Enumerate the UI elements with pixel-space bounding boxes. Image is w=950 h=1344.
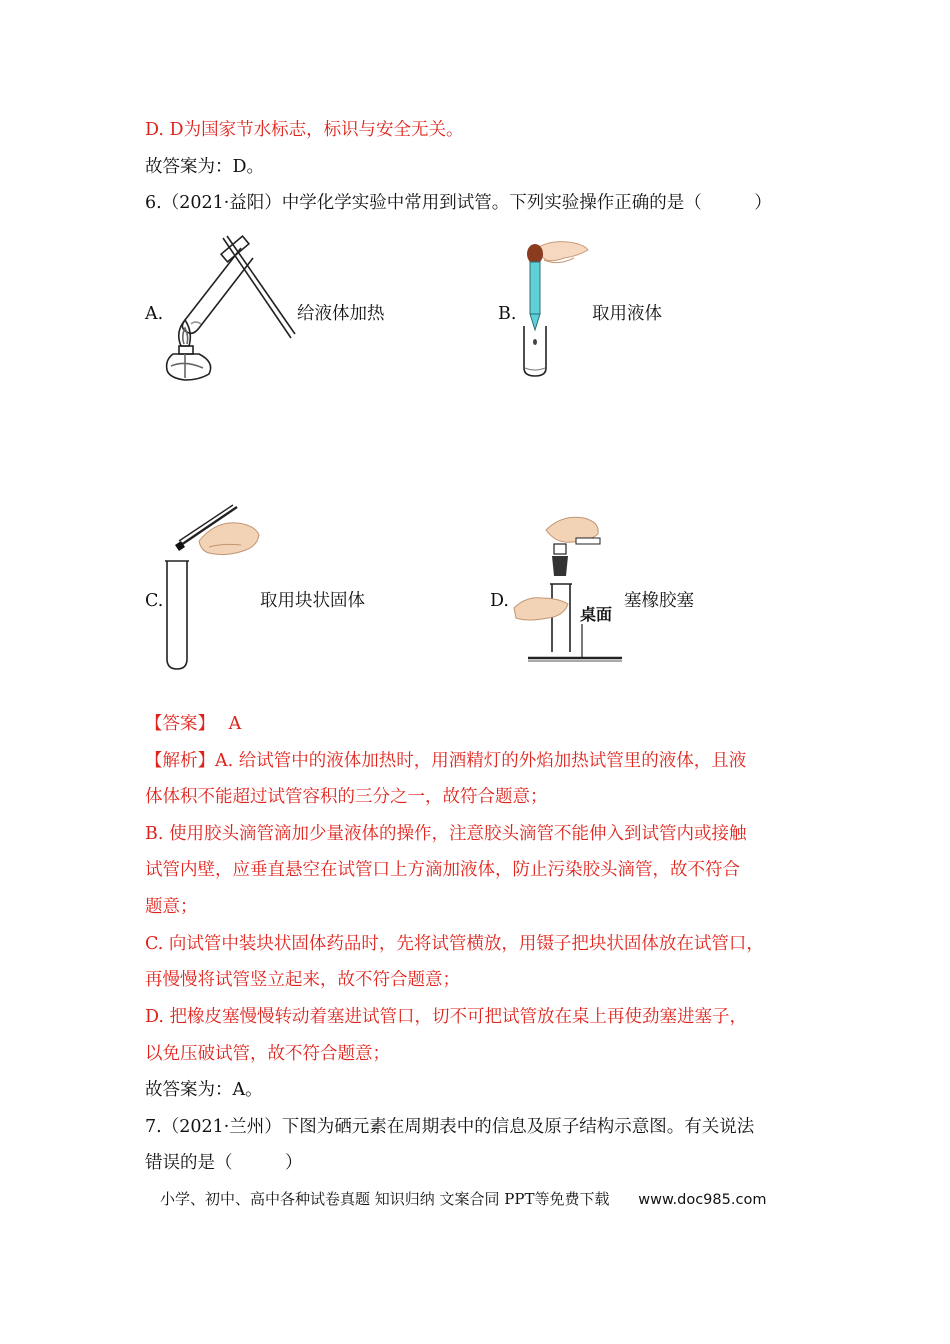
analysis-line-6: C. 向试管中装块状固体药品时，先将试管横放，用镊子把块状固体放在试管口， [145, 934, 764, 954]
option-a-letter: A. [145, 304, 164, 324]
analysis-line-7: 再慢慢将试管竖立起来，故不符合题意； [145, 970, 460, 990]
analysis-line-5: 题意； [145, 897, 198, 917]
option-c-letter: C. [145, 591, 164, 611]
analysis-line-2: 体体积不能超过试管容积的三分之一，故符合题意； [145, 787, 548, 807]
prev-option-d: D. D为国家节水标志，标识与安全无关。 [145, 120, 464, 140]
desk-label: 桌面 [580, 605, 613, 624]
option-c-caption: 取用块状固体 [260, 591, 365, 611]
dropper-illustration [518, 236, 593, 378]
stopper-illustration [512, 512, 624, 662]
analysis-label: 【解析】 [145, 751, 215, 771]
q6-stem: 6.（2021·益阳）中学化学实验中常用到试管。下列实验操作正确的是（ ） [145, 193, 772, 213]
option-d-caption: 塞橡胶塞 [624, 591, 694, 611]
q6-conclusion: 故答案为：A。 [145, 1080, 263, 1100]
footer-url[interactable]: www.doc985.com [638, 1192, 767, 1208]
analysis-line-8: D. 把橡皮塞慢慢转动着塞进试管口，切不可把试管放在桌上再使劲塞进塞子， [145, 1007, 748, 1027]
footer-text: 小学、初中、高中各种试卷真题 知识归纳 文案合同 PPT等免费下载 [160, 1190, 610, 1208]
analysis-line-3: B. 使用胶头滴管滴加少量液体的操作，注意胶头滴管不能伸入到试管内或接触 [145, 824, 747, 844]
heating-test-tube-illustration [163, 228, 298, 383]
analysis-line-4: 试管内壁，应垂直悬空在试管口上方滴加液体，防止污染胶头滴管，故不符合 [145, 860, 740, 880]
q7-stem-line-1: 7.（2021·兰州）下图为硒元素在周期表中的信息及原子结构示意图。有关说法 [145, 1117, 755, 1137]
analysis-line-9: 以免压破试管，故不符合题意； [145, 1044, 390, 1064]
tweezers-illustration [163, 503, 263, 671]
answer-value: A [228, 714, 242, 734]
option-d-letter: D. [490, 591, 509, 611]
answer-line [145, 712, 241, 736]
analysis-line-1 [145, 749, 746, 773]
option-a-caption: 给液体加热 [297, 304, 385, 324]
answer-label: 【答案】 [145, 714, 215, 734]
option-b-letter: B. [498, 304, 517, 324]
q7-stem-line-2: 错误的是（ ） [145, 1153, 303, 1173]
option-b-caption: 取用液体 [592, 304, 662, 324]
prev-conclusion: 故答案为：D。 [145, 157, 265, 177]
analysis-text-1: A. 给试管中的液体加热时，用酒精灯的外焰加热试管里的液体，且液 [215, 751, 747, 771]
page-footer [160, 1188, 766, 1211]
